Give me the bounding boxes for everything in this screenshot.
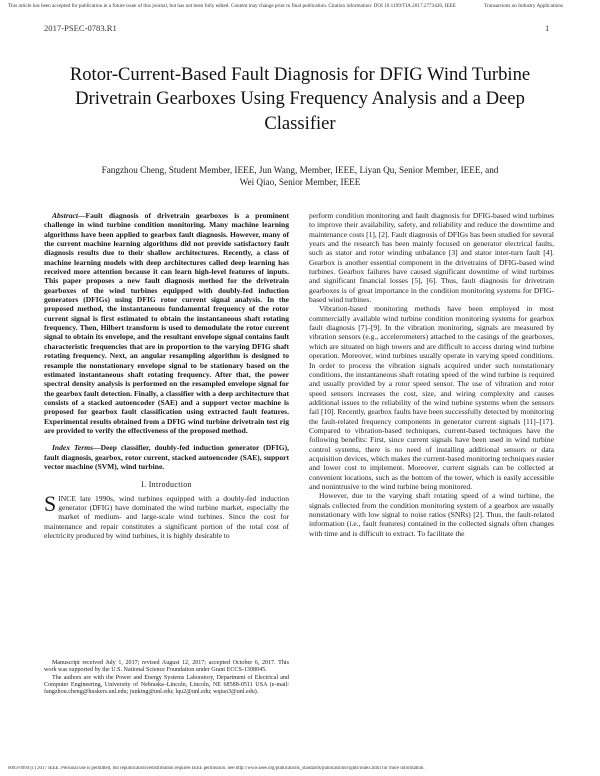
notice-journal: Transactions on Industry Applications: [484, 3, 563, 9]
abstract-label: Abstract: [52, 211, 78, 220]
right-column: [309, 211, 554, 538]
body-paragraph: perform condition monitoring and fault diagnosis for DFIG-based wind turbines to improve their availability, safety, and reliability and reduce the downtime and maintenance costs [1], [2]. Fault diagnosis of DFIGs has been studied for several years and the research has been mainly focused on generator electrical faults, such as stator and rotor winding unbalance [3] and stator inter-turn fault [4]. Gearbox is another essential component in the drivetrains of DFIG-based wind turbines. Gearbox failures have caused significant downtime of wind turbines and significant financial losses [5], [6]. Thus, fault diagnosis for drivetrain gearboxes is of great importance in the condition monitoring systems for DFIG-based wind turbines.: [309, 211, 554, 305]
body-paragraph: However, due to the varying shaft rotating speed of a wind turbine, the signals collected from the condition monitoring system of a gearbox are usually nonstationary with low signal to noise ratios (SNRs) [2]. Thus, the fault-related information (i.e., fault features) contained in the collected signals often changes with time and is difficult to extract. To facilitate the: [309, 491, 554, 538]
manuscript-id: 2017-PSEC-0783.R1: [44, 23, 117, 33]
section-heading-introduction: I. Introduction: [141, 480, 192, 490]
author-list: [40, 165, 560, 189]
intro-paragraph: [44, 490, 289, 541]
footnote: [44, 660, 289, 696]
copyright-footer: 0093-9994 (c) 2017 IEEE. Personal use is permitted, but republication/redistribution requires IEEE permission. See http://www.ieee.org/publications_standards/publications/rights/index.html for more information.: [8, 766, 425, 771]
author-line-1: Fangzhou Cheng, Student Member, IEEE, Jun Wang, Member, IEEE, Liyan Qu, Senior Member, IEEE, and: [101, 165, 499, 175]
intro-text: INCE late 1990s, wind turbines equipped with a doubly-fed induction generator (DFIG) have dominated the wind turbine market, especially the market of medium- and large-scale wind turbines. Since the cost for maintenance and repair constitutes a significant portion of the total cost of electricity produced by wind turbines, it is highly desirable to: [44, 493, 289, 540]
body-paragraph: Vibration-based monitoring methods have been employed in most commercially available wind turbine condition monitoring systems for gearbox fault diagnosis [7]–[9]. In the vibration monitoring, signals are measured by vibration sensors (e.g., accelerometers) attached to the casings of the gearboxes, which are situated on high towers and are difficult to access during wind turbine operation. Moreover, wind turbines usually operate in varying speed conditions. In order to process the vibration signals acquired under such nonstationary conditions, the instantaneous shaft rotating speed of the wind turbine is required and usually provided by a rotor speed sensor. The use of vibration and rotor speed sensors increases the cost, size, and wiring complexity and causes additional issues to the reliability of the wind turbine systems when the sensors fail [10]. Recently, gearbox faults have been successfully detected by monitoring the fault-related frequency components in generator current signals [11]–[17]. Compared to vibration-based techniques, current-based techniques have the following benefits: First, since current signals have been used in wind turbine control systems, there is no need of installing additional sensors or data acquisition devices, which makes the current-based monitoring techniques easier and lower cost to implement. Moreover, current signals can be collected at convenient locations, such as the bottom of the tower, which is easily accessible and nonintrusive to the wind turbine being monitored.: [309, 304, 554, 491]
author-line-2: Wei Qiao, Senior Member, IEEE: [239, 176, 361, 187]
left-column: [44, 211, 289, 540]
index-terms: [44, 443, 289, 471]
prepublication-notice: [8, 3, 563, 10]
drop-cap: S: [44, 490, 57, 516]
footnote-affiliation: The authors are with the Power and Energy Systems Laboratory, Department of Electrical and Computer Engineering, University of Nebraska–Lincoln, Lincoln, NE 68588-0511 USA (e-mail: fangzhou.cheng@huskers.unl.edu; junking@unl.edu; lqu2@unl.edu; wqiao3@unl.edu).: [44, 674, 289, 696]
abstract: [44, 211, 289, 435]
paper-title: Rotor-Current-Based Fault Diagnosis for DFIG Wind Turbine Drivetrain Gearboxes Using Frequency Analysis and a Deep Classifier: [69, 64, 531, 134]
footnote-received: Manuscript received July 1, 2017; revised August 12, 2017; accepted October 6, 2017. This work was supported by the U.S. National Science Foundation under Grant ECCS-1308045.: [44, 660, 289, 674]
page-number: 1: [545, 23, 550, 33]
abstract-text: —Fault diagnosis of drivetrain gearboxes is a prominent challenge in wind turbine condition monitoring. Many machine learning algorithms have been applied to gearbox fault diagnosis. However, many of the current machine learning algorithms did not provide satisfactory fault diagnosis results due to their shallow architectures. Recently, a class of machine learning models with deep architectures called deep learning has received more attention because it can learn high-level features of inputs. This paper proposes a new fault diagnosis method for the drivetrain gearboxes of the wind turbines equipped with doubly-fed induction generators (DFIGs) using DFIG rotor current signal analysis. In the proposed method, the instantaneous fundamental frequency of the rotor current signal is first estimated to obtain the instantaneous shaft rotating frequency. Then, Hilbert transform is used to demodulate the rotor current signal to obtain its envelope, and the resultant envelope signal contains fault characteristic frequencies that are in proportion to the varying DFIG shaft rotating frequency. Next, an angular resampling algorithm is designed to resample the nonstationary envelope signal to be stationary based on the estimated instantaneous shaft rotating frequency. After that, the power spectral density analysis is performed on the resampled envelope signal for the gearbox fault detection. Finally, a classifier with a deep architecture that consists of a stacked autoencoder (SAE) and a support vector machine is proposed for gearbox fault classification using extracted fault features. Experimental results obtained from a DFIG wind turbine drivetrain test rig are provided to verify the effectiveness of the proposed method.: [44, 211, 289, 435]
index-terms-label: Index Terms: [52, 443, 94, 453]
notice-text: This article has been accepted for publication in a future issue of this journal, but has not been fully edited. Content may change prior to final publication. Citation information: DOI 10.1109/TIA.2017.2773426, IEEE: [8, 3, 456, 9]
index-terms-text: —Deep classifier, doubly-fed induction generator (DFIG), fault diagnosis, gearbox, rotor current, stacked autoencoder (SAE), support vector machine (SVM), wind turbine.: [44, 443, 289, 471]
